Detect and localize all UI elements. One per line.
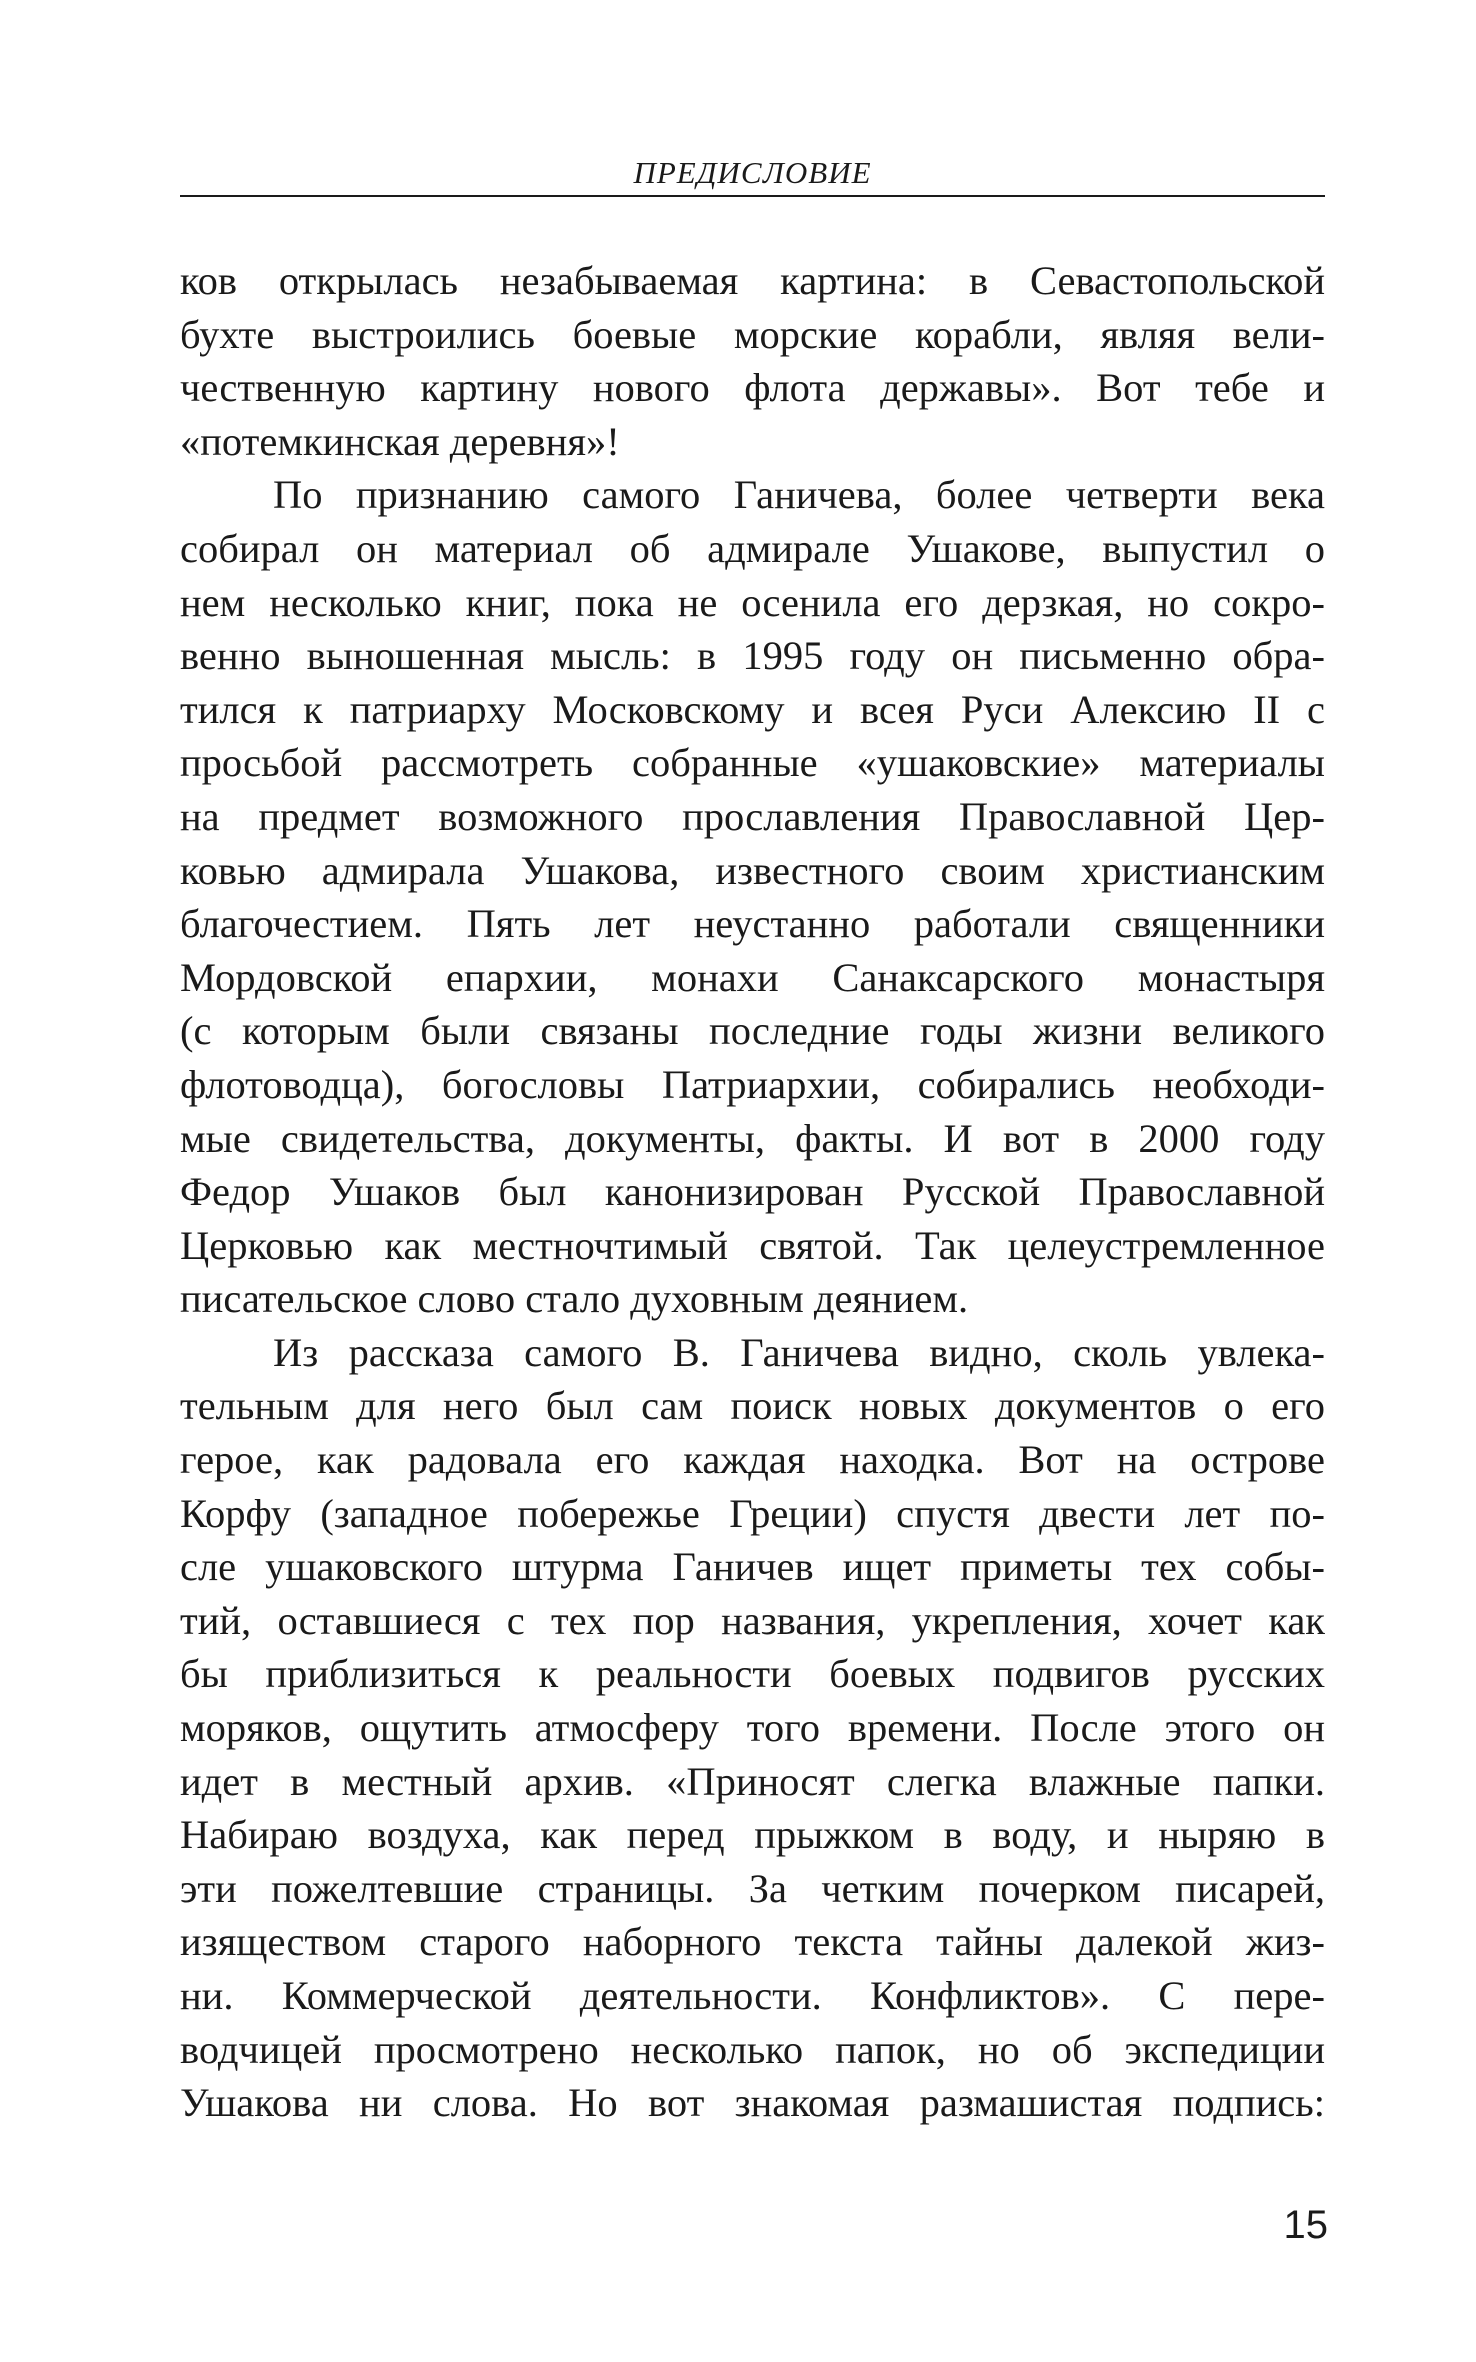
- text-line: ни. Коммерческой деятельности. Конфликтов». С пере-: [180, 1973, 1325, 2018]
- page-number: 15: [1283, 2203, 1328, 2247]
- text-line: тился к патриарху Московскому и всея Руси Алексию II с: [180, 686, 1325, 732]
- text-line: тельным для него был сам поиск новых документов о его: [180, 1383, 1325, 1429]
- text-line: сле ушаковского штурма Ганичев ищет приметы тех собы-: [180, 1544, 1325, 1590]
- text-line: на предмет возможного прославления Православной Цер-: [180, 793, 1325, 839]
- header-rule: [180, 195, 1325, 197]
- text-line: мые свидетельства, документы, факты. И вот в 2000 году: [180, 1115, 1325, 1161]
- text-line: просьбой рассмотреть собранные «ушаковские» материалы: [180, 740, 1325, 786]
- text-line: тий, оставшиеся с тех пор названия, укрепления, хочет как: [180, 1597, 1325, 1643]
- text-line: Мордовской епархии, монахи Санаксарского монастыря: [180, 954, 1325, 1000]
- text-line: герое, как радовала его каждая находка. Вот на острове: [180, 1437, 1325, 1483]
- text-line: По признанию самого Ганичева, более четверти века: [273, 472, 1325, 518]
- text-line: ков открылась незабываемая картина: в Севастопольской: [180, 258, 1325, 303]
- text-line: изяществом старого наборного текста тайны далекой жиз-: [180, 1919, 1325, 1965]
- text-line: Из рассказа самого В. Ганичева видно, сколь увлека-: [273, 1329, 1325, 1375]
- text-line: венно выношенная мысль: в 1995 году он письменно обра-: [180, 633, 1325, 679]
- text-line: флотоводца), богословы Патриархии, собирались необходи-: [180, 1061, 1325, 1107]
- text-line: благочестием. Пять лет неустанно работали священники: [180, 901, 1325, 947]
- running-header: ПРЕДИСЛОВИЕ: [633, 155, 872, 190]
- text-line: моряков, ощутить атмосферу того времени. После этого он: [180, 1705, 1325, 1751]
- text-line: Набираю воздуха, как перед прыжком в воду, и ныряю в: [180, 1812, 1325, 1858]
- text-line: Церковью как местночтимый святой. Так целеустремленное: [180, 1222, 1325, 1268]
- text-line: чественную картину нового флота державы». Вот тебе и: [180, 365, 1325, 411]
- text-line: (с которым были связаны последние годы жизни великого: [180, 1008, 1325, 1054]
- body-text: [180, 254, 1325, 2130]
- text-line: бухте выстроились боевые морские корабли, являя вели-: [180, 311, 1325, 357]
- text-line: бы приблизиться к реальности боевых подвигов русских: [180, 1651, 1325, 1697]
- text-line: писательское слово стало духовным деянием.: [180, 1276, 969, 1322]
- text-line: нем несколько книг, пока не осенила его дерзкая, но сокро-: [180, 579, 1325, 625]
- text-line: собирал он материал об адмирале Ушакове, выпустил о: [180, 525, 1325, 571]
- text-line: водчицей просмотрено несколько папок, но об экспедиции: [180, 2026, 1325, 2072]
- text-line: Корфу (западное побережье Греции) спустя двести лет по-: [180, 1490, 1325, 1536]
- text-line: Ушакова ни слова. Но вот знакомая размашистая подпись:: [180, 2080, 1325, 2126]
- text-line: Федор Ушаков был канонизирован Русской Православной: [180, 1169, 1325, 1215]
- text-line: эти пожелтевшие страницы. За четким почерком писарей,: [180, 1865, 1325, 1911]
- text-line: ковью адмирала Ушакова, известного своим христианским: [180, 847, 1325, 893]
- text-line: «потемкинская деревня»!: [180, 418, 620, 464]
- text-line: идет в местный архив. «Приносят слегка влажные папки.: [180, 1758, 1325, 1804]
